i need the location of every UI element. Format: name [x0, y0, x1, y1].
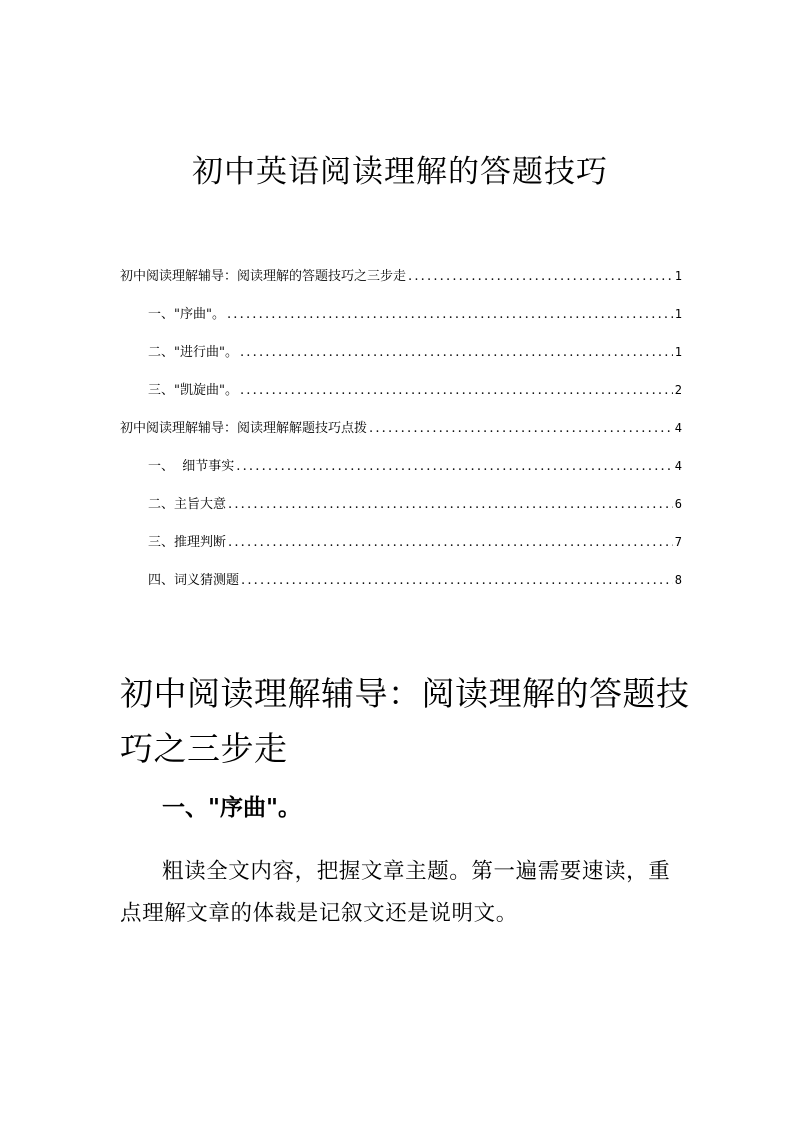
toc-entry-label: 一、"序曲"。	[148, 307, 225, 322]
toc-entry-main-idea[interactable]	[148, 495, 682, 513]
toc-page-number: 1	[674, 345, 682, 359]
toc-entry-label: 四、词义猜测题	[148, 573, 240, 588]
toc-dot-leader	[236, 458, 673, 476]
toc-entry-label: 初中阅读理解辅导：阅读理解解题技巧点拨	[120, 421, 368, 436]
subsection-heading: 一、"序曲"。	[162, 794, 301, 821]
toc-dot-leader	[408, 268, 673, 286]
section-heading: 初中阅读理解辅导：阅读理解的答题技巧之三步走	[120, 674, 690, 768]
toc-page-number: 4	[674, 421, 682, 435]
toc-dot-leader	[227, 306, 673, 324]
toc-entry-word-guessing[interactable]	[148, 571, 682, 589]
toc-dot-leader	[228, 534, 673, 552]
toc-dot-leader	[228, 496, 673, 514]
toc-dot-leader	[240, 344, 673, 362]
toc-entry-inference[interactable]	[148, 533, 682, 551]
toc-page-number: 7	[674, 535, 682, 549]
toc-entry-label: 三、推理判断	[148, 535, 227, 550]
toc-dot-leader	[240, 382, 673, 400]
toc-entry-label: 二、主旨大意	[148, 497, 227, 512]
toc-dot-leader	[241, 572, 673, 590]
toc-page-number: 1	[674, 269, 682, 283]
toc-page-number: 1	[674, 307, 682, 321]
toc-entry-details[interactable]	[148, 457, 682, 475]
toc-page-number: 4	[674, 459, 682, 473]
toc-page-number: 2	[674, 383, 682, 397]
toc-entry-march[interactable]	[148, 343, 682, 361]
toc-page-number: 6	[674, 497, 682, 511]
toc-entry-label: 初中阅读理解辅导：阅读理解的答题技巧之三步走	[120, 269, 407, 284]
document-title: 初中英语阅读理解的答题技巧	[192, 154, 608, 190]
toc-entry-label: 一、 细节事实	[148, 459, 235, 474]
toc-entry-triumph[interactable]	[148, 381, 682, 399]
toc-entry-label: 二、"进行曲"。	[148, 345, 238, 360]
toc-entry-part-1[interactable]	[120, 267, 682, 285]
body-paragraph: 粗读全文内容，把握文章主题。第一遍需要速读，重点理解文章的体裁是记叙文还是说明文。	[120, 859, 671, 926]
toc-entry-label: 三、"凯旋曲"。	[148, 383, 238, 398]
toc-entry-prelude[interactable]	[148, 305, 682, 323]
toc-page-number: 8	[674, 573, 682, 587]
toc-entry-part-2[interactable]	[120, 419, 682, 437]
toc-dot-leader	[369, 420, 673, 438]
